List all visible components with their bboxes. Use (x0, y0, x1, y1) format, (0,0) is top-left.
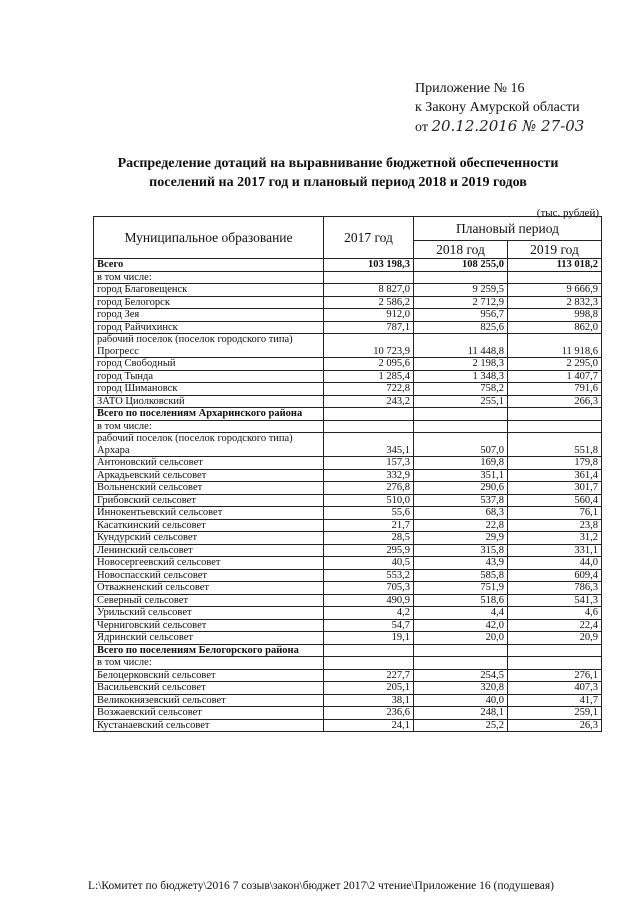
value-2018: 29,9 (414, 532, 508, 545)
value-2018: 248,1 (414, 707, 508, 720)
table-row (94, 482, 602, 495)
value-2017: 243,2 (324, 395, 414, 408)
row-name: Отважненский сельсовет (94, 582, 324, 595)
value-2017: 490,9 (324, 594, 414, 607)
value-2017: 295,9 (324, 544, 414, 557)
value-2018: 108 255,0 (414, 259, 508, 272)
value-2018: 2 712,9 (414, 296, 508, 309)
value-2019 (508, 644, 602, 657)
value-2019: 44,0 (508, 557, 602, 570)
value-2019: 1 407,7 (508, 370, 602, 383)
appendix-date-prefix: от (415, 120, 428, 135)
value-2019: 76,1 (508, 507, 602, 520)
handwritten-date-number: 20.12.2016 № 27-03 (431, 117, 585, 135)
value-2019 (508, 657, 602, 670)
table-row (94, 682, 602, 695)
value-2017: 24,1 (324, 719, 414, 732)
value-2019: 259,1 (508, 707, 602, 720)
table-row (94, 271, 602, 284)
table-row (94, 284, 602, 297)
value-2018: 351,1 (414, 469, 508, 482)
table-row (94, 607, 602, 620)
row-name: Великокнязевский сельсовет (94, 694, 324, 707)
table-row (94, 594, 602, 607)
row-name: город Благовещенск (94, 284, 324, 297)
table-row (94, 395, 602, 408)
value-2017: 103 198,3 (324, 259, 414, 272)
row-name: в том числе: (94, 420, 324, 433)
subsidies-table (93, 216, 602, 732)
row-name: Белоцерковский сельсовет (94, 669, 324, 682)
table-row (94, 358, 602, 371)
table-row (94, 408, 602, 421)
table-row (94, 644, 602, 657)
row-name: Новосергеевский сельсовет (94, 557, 324, 570)
value-2017: 10 723,9 (324, 334, 414, 358)
row-name: Кустанаевский сельсовет (94, 719, 324, 732)
value-2018: 1 348,3 (414, 370, 508, 383)
value-2017 (324, 644, 414, 657)
value-2019: 4,6 (508, 607, 602, 620)
value-2019: 113 018,2 (508, 259, 602, 272)
value-2018: 537,8 (414, 494, 508, 507)
value-2018: 751,9 (414, 582, 508, 595)
value-2018: 20,0 (414, 632, 508, 645)
row-name: город Свободный (94, 358, 324, 371)
title-line-2: поселений на 2017 год и плановый период 2018 и 2019 годов (149, 175, 527, 190)
value-2019: 786,3 (508, 582, 602, 595)
value-2018: 25,2 (414, 719, 508, 732)
value-2018 (414, 420, 508, 433)
table-row (94, 420, 602, 433)
row-name: город Белогорск (94, 296, 324, 309)
value-2017 (324, 271, 414, 284)
value-2018: 43,9 (414, 557, 508, 570)
title-line-1: Распределение дотаций на выравнивание бюджетной обеспеченности (117, 156, 559, 171)
value-2018: 290,6 (414, 482, 508, 495)
row-name: рабочий поселок (поселок городского типа) Прогресс (94, 334, 324, 358)
value-2017: 912,0 (324, 309, 414, 322)
value-2018 (414, 644, 508, 657)
value-2017: 276,8 (324, 482, 414, 495)
row-name: Ленинский сельсовет (94, 544, 324, 557)
value-2019: 22,4 (508, 619, 602, 632)
file-path-footer: L:\Комитет по бюджету\2016 7 созыв\закон\бюджет 2017\2 чтение\Приложение 16 (подушевая) (88, 880, 554, 892)
appendix-law-ref: к Закону Амурской области (415, 100, 580, 115)
value-2019: 609,4 (508, 569, 602, 582)
value-2018: 42,0 (414, 619, 508, 632)
table-row (94, 619, 602, 632)
table-row (94, 657, 602, 670)
row-name: ЗАТО Циолковский (94, 395, 324, 408)
row-name: город Зея (94, 309, 324, 322)
value-2019: 31,2 (508, 532, 602, 545)
value-2018: 2 198,3 (414, 358, 508, 371)
value-2019: 266,3 (508, 395, 602, 408)
value-2018: 9 259,5 (414, 284, 508, 297)
value-2019: 11 918,6 (508, 334, 602, 358)
table-row (94, 719, 602, 732)
row-name: рабочий поселок (поселок городского типа) Архара (94, 433, 324, 457)
value-2018: 255,1 (414, 395, 508, 408)
value-2017: 40,5 (324, 557, 414, 570)
value-2019: 331,1 (508, 544, 602, 557)
value-2018: 68,3 (414, 507, 508, 520)
col-header-2019: 2019 год (508, 241, 602, 259)
value-2018: 507,0 (414, 433, 508, 457)
table-row (94, 494, 602, 507)
document-title (88, 154, 588, 192)
value-2017: 787,1 (324, 321, 414, 334)
value-2018: 825,6 (414, 321, 508, 334)
value-2017: 19,1 (324, 632, 414, 645)
row-name: город Райчихинск (94, 321, 324, 334)
value-2018 (414, 408, 508, 421)
col-header-2018: 2018 год (414, 241, 508, 259)
table-row (94, 296, 602, 309)
value-2019 (508, 420, 602, 433)
row-name: город Тында (94, 370, 324, 383)
value-2017: 55,6 (324, 507, 414, 520)
table-row (94, 694, 602, 707)
col-header-plan-period: Плановый период (414, 217, 602, 241)
value-2017: 510,0 (324, 494, 414, 507)
row-name: Грибовский сельсовет (94, 494, 324, 507)
row-name: Всего по поселениям Белогорского района (94, 644, 324, 657)
table-row (94, 707, 602, 720)
table-row (94, 309, 602, 322)
row-name: Иннокентьевский сельсовет (94, 507, 324, 520)
value-2017: 2 095,6 (324, 358, 414, 371)
value-2017: 54,7 (324, 619, 414, 632)
value-2018 (414, 657, 508, 670)
row-name: в том числе: (94, 657, 324, 670)
value-2019: 791,6 (508, 383, 602, 396)
value-2019: 862,0 (508, 321, 602, 334)
value-2017: 28,5 (324, 532, 414, 545)
value-2019: 23,8 (508, 519, 602, 532)
value-2019: 551,8 (508, 433, 602, 457)
value-2018: 518,6 (414, 594, 508, 607)
table-row (94, 632, 602, 645)
value-2018: 585,8 (414, 569, 508, 582)
col-header-2017: 2017 год (324, 217, 414, 259)
value-2018: 40,0 (414, 694, 508, 707)
table-row (94, 557, 602, 570)
value-2019: 276,1 (508, 669, 602, 682)
value-2017: 21,7 (324, 519, 414, 532)
value-2019: 361,4 (508, 469, 602, 482)
value-2019: 560,4 (508, 494, 602, 507)
value-2017: 705,3 (324, 582, 414, 595)
value-2018: 758,2 (414, 383, 508, 396)
table-row (94, 669, 602, 682)
value-2017: 205,1 (324, 682, 414, 695)
row-name: Васильевский сельсовет (94, 682, 324, 695)
value-2018: 169,8 (414, 457, 508, 470)
value-2019: 2 295,0 (508, 358, 602, 371)
value-2017: 2 586,2 (324, 296, 414, 309)
row-name: Касаткинский сельсовет (94, 519, 324, 532)
value-2017: 8 827,0 (324, 284, 414, 297)
table-row (94, 469, 602, 482)
value-2018: 22,8 (414, 519, 508, 532)
units-label: (тыс. рублей) (536, 207, 599, 219)
row-name: Кундурский сельсовет (94, 532, 324, 545)
table-row (94, 544, 602, 557)
value-2017 (324, 657, 414, 670)
table-row (94, 370, 602, 383)
row-name: Северный сельсовет (94, 594, 324, 607)
value-2019: 541,3 (508, 594, 602, 607)
value-2017: 38,1 (324, 694, 414, 707)
row-name: Урильский сельсовет (94, 607, 324, 620)
value-2018: 315,8 (414, 544, 508, 557)
value-2017 (324, 408, 414, 421)
row-name: Ядринский сельсовет (94, 632, 324, 645)
value-2019: 407,3 (508, 682, 602, 695)
value-2018: 11 448,8 (414, 334, 508, 358)
appendix-date-line (415, 117, 584, 137)
value-2019: 20,9 (508, 632, 602, 645)
value-2017: 236,6 (324, 707, 414, 720)
value-2018: 320,8 (414, 682, 508, 695)
value-2017: 553,2 (324, 569, 414, 582)
row-name: Аркадьевский сельсовет (94, 469, 324, 482)
row-name: Антоновский сельсовет (94, 457, 324, 470)
value-2018: 4,4 (414, 607, 508, 620)
value-2018 (414, 271, 508, 284)
appendix-number: Приложение № 16 (415, 81, 525, 96)
table-row (94, 457, 602, 470)
value-2017: 227,7 (324, 669, 414, 682)
row-name: Возжаевский сельсовет (94, 707, 324, 720)
row-name: Вольненский сельсовет (94, 482, 324, 495)
value-2018: 956,7 (414, 309, 508, 322)
table-body (94, 259, 602, 732)
table-row (94, 334, 602, 358)
value-2019: 179,8 (508, 457, 602, 470)
table-row (94, 569, 602, 582)
value-2019: 9 666,9 (508, 284, 602, 297)
col-header-municipality: Муниципальное образование (94, 217, 324, 259)
table-row (94, 383, 602, 396)
value-2017 (324, 420, 414, 433)
value-2017: 332,9 (324, 469, 414, 482)
row-name: Новоспасский сельсовет (94, 569, 324, 582)
table-row (94, 582, 602, 595)
value-2019: 998,8 (508, 309, 602, 322)
value-2018: 254,5 (414, 669, 508, 682)
value-2017: 4,2 (324, 607, 414, 620)
value-2019: 301,7 (508, 482, 602, 495)
table-row (94, 519, 602, 532)
row-name: Всего (94, 259, 324, 272)
value-2019: 2 832,3 (508, 296, 602, 309)
row-name: Всего по поселениям Архаринского района (94, 408, 324, 421)
appendix-header (415, 79, 584, 137)
value-2017: 345,1 (324, 433, 414, 457)
table-row (94, 532, 602, 545)
table-row (94, 321, 602, 334)
value-2019 (508, 408, 602, 421)
table-row (94, 433, 602, 457)
row-name: город Шимановск (94, 383, 324, 396)
row-name: в том числе: (94, 271, 324, 284)
value-2017: 722,8 (324, 383, 414, 396)
table-row (94, 507, 602, 520)
value-2019 (508, 271, 602, 284)
table-row (94, 259, 602, 272)
value-2019: 26,3 (508, 719, 602, 732)
value-2017: 1 285,4 (324, 370, 414, 383)
value-2017: 157,3 (324, 457, 414, 470)
value-2019: 41,7 (508, 694, 602, 707)
row-name: Черниговский сельсовет (94, 619, 324, 632)
